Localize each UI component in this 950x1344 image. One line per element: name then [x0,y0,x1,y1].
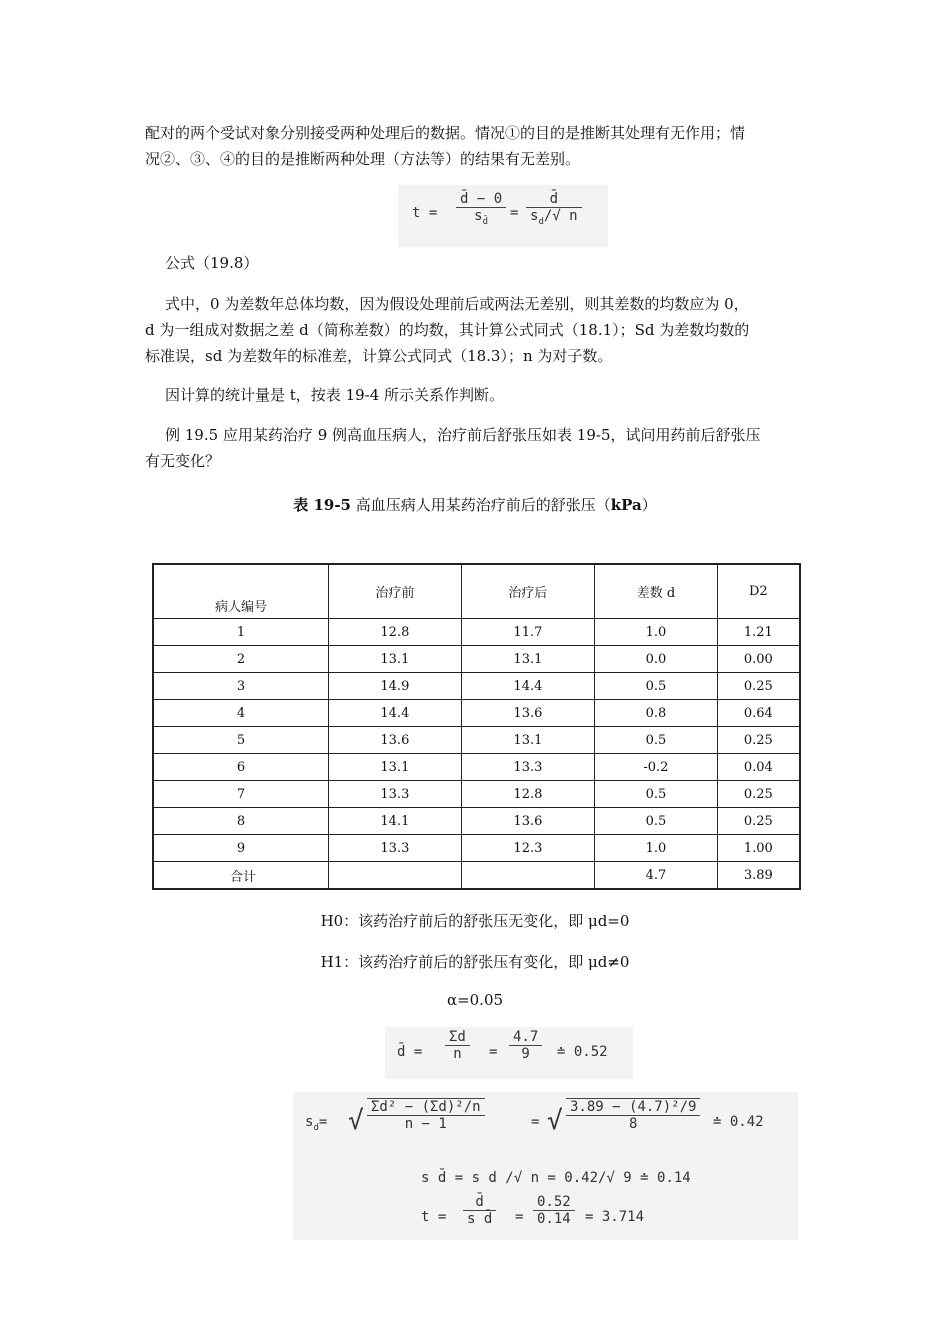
header-patient-id: 病人编号 [153,564,329,619]
paragraph-4-line-2: 有无变化？ [145,452,221,470]
table-cell: 4 [153,700,329,727]
paragraph-4-line-1: 例 19.5 应用某药治疗 9 例高血压病人，治疗前后舒张压如表 19-5，试问用药前后舒张压 [165,426,761,444]
table-cell: 13.6 [329,727,462,754]
formula-dbar-num: Σd [445,1029,470,1046]
paragraph-4 [145,422,810,474]
paragraph-2-line-2: d 为一组成对数据之差 d（简称差数）的均数，其计算公式同式（18.1）；Sd 为差数均数的 [145,321,750,339]
formula-sd-fraction-2 [566,1098,700,1132]
header-diff: 差数 d [595,564,718,619]
table-cell: 0.04 [717,754,800,781]
table-cell: 13.6 [461,700,595,727]
formula-t-den-1: $s_{d̄}$ [474,208,488,227]
formula-dbar-eq: = [489,1044,498,1060]
formula-tcalc-num-2: 0.52 [533,1194,575,1211]
formula-t-eq: = [510,205,519,221]
table-row [153,700,800,727]
table-row [153,808,800,835]
table-cell: 0.25 [717,673,800,700]
formula-tcalc-eq: = [515,1209,524,1225]
formula-sd-den-1: n − 1 [404,1116,447,1132]
table-cell: -0.2 [595,754,718,781]
table-caption-title: 高血压病人用某药治疗前后的舒张压（ [350,496,611,514]
table-cell: 0.25 [717,808,800,835]
table-row [153,673,800,700]
table-cell: 12.3 [461,835,595,862]
table-cell: 0.5 [595,727,718,754]
table-cell: 1.21 [717,619,800,646]
table-cell: 2 [153,646,329,673]
total-d2: 3.89 [717,862,800,890]
formula-tcalc-fraction-2 [533,1194,575,1227]
table-cell: 13.1 [329,646,462,673]
sqrt-icon: √ [348,1106,364,1136]
table-cell: 14.4 [329,700,462,727]
total-diff: 4.7 [595,862,718,890]
table-cell: 12.8 [461,781,595,808]
formula-dbar-fraction-1 [445,1029,470,1062]
formula-sd-result: ≐ 0.42 [713,1114,764,1130]
table-row [153,781,800,808]
table-cell: 13.1 [461,646,595,673]
hypothesis-h0: H0：该药治疗前后的舒张压无变化，即 μd=0 [320,912,630,930]
paragraph-3: 因计算的统计量是 t，按表 19-4 所示关系作判断。 [165,386,505,404]
table-cell: 9 [153,835,329,862]
formula-dbar-result: ≐ 0.52 [557,1044,608,1060]
table-row [153,835,800,862]
formula-tcalc-lhs: t = [421,1209,447,1225]
formula-tcalc-num-1: d̄ [463,1194,496,1211]
formula-dbar-fraction-2 [509,1029,542,1062]
table-cell: 1.0 [595,619,718,646]
table-row [153,727,800,754]
table-cell: 0.5 [595,673,718,700]
table-caption-close: ） [641,496,657,514]
formula-tcalc-fraction-1 [463,1194,496,1227]
paragraph-2-line-1: 式中，0 为差数年总体均数，因为假设处理前后或两法无差别，则其差数的均数应为 0， [165,295,749,313]
table-caption-unit: kPa [610,496,642,514]
table-cell [329,862,462,890]
table-cell: 14.4 [461,673,595,700]
formula-tcalc-den-1: s d̄ [467,1211,493,1227]
table-cell: 7 [153,781,329,808]
formula-t-lhs: t = [412,205,438,221]
formula-t-den-2: $s_d/√$ n [530,208,578,227]
table-cell: 14.1 [329,808,462,835]
paragraph-1-line-1: 配对的两个受试对象分别接受两种处理后的数据。情况①的目的是推断其处理有无作用；情 [145,124,746,142]
formula-t-image [398,185,608,247]
table-cell: 13.3 [329,835,462,862]
formula-dbar-den: n [453,1046,462,1062]
formula-t-num-1: d̄ − 0 [456,191,506,208]
table-cell: 0.8 [595,700,718,727]
table-cell: 13.3 [461,754,595,781]
formula-sd-lhs: $s_d=$ [305,1114,328,1133]
table-cell: 5 [153,727,329,754]
table-cell: 14.9 [329,673,462,700]
table-cell: 13.3 [329,781,462,808]
table-cell: 12.8 [329,619,462,646]
formula-t-fraction-2 [526,191,582,227]
formula-dbar-num-2: 4.7 [509,1029,542,1046]
table-row [153,754,800,781]
header-after: 治疗后 [461,564,595,619]
table-row [153,646,800,673]
table-cell: 6 [153,754,329,781]
table-total-row [153,862,800,890]
paragraph-1-line-2: 况②、③、④的目的是推断两种处理（方法等）的结果有无差别。 [145,150,581,168]
formula-dbar-image [385,1027,633,1079]
formula-dbar-lhs: d̄ = [397,1044,423,1060]
formula-t-num-2: d̄ [526,191,582,208]
table-cell: 0.00 [717,646,800,673]
paragraph-2 [145,291,810,369]
table-cell: 0.0 [595,646,718,673]
formula-sdbar: s d̄ = s d /√ n = 0.42/√ 9 ≐ 0.14 [421,1170,691,1186]
paragraph-1 [145,120,810,172]
formula-label: 公式（19.8） [165,254,259,272]
formula-sd-fraction-1 [367,1098,485,1132]
table-cell: 0.5 [595,781,718,808]
table-cell: 13.1 [329,754,462,781]
formula-sd-eq-2: = [531,1114,540,1130]
sqrt-icon: √ [547,1106,563,1136]
table-cell: 1.0 [595,835,718,862]
alpha-level: α=0.05 [446,991,504,1009]
table-cell [461,862,595,890]
formula-dbar-den-2: 9 [521,1046,530,1062]
formula-sd-num-2: 3.89 − (4.7)²/9 [566,1099,700,1116]
total-label: 合计 [153,862,329,890]
formula-sd-den-2: 8 [629,1116,638,1132]
table-cell: 0.25 [717,727,800,754]
table-cell: 1.00 [717,835,800,862]
table-header-row [153,564,800,619]
table-cell: 0.5 [595,808,718,835]
formula-tcalc-den-2: 0.14 [537,1211,571,1227]
hypothesis-h1: H1：该药治疗前后的舒张压有变化，即 μd≠0 [320,953,630,971]
table-caption [0,494,950,515]
header-before: 治疗前 [329,564,462,619]
formula-tcalc-result: = 3.714 [585,1209,645,1225]
table-cell: 11.7 [461,619,595,646]
table-cell: 0.25 [717,781,800,808]
table-cell: 8 [153,808,329,835]
table-cell: 13.1 [461,727,595,754]
header-d2: D2 [717,564,800,619]
table-cell: 1 [153,619,329,646]
data-table [152,563,801,890]
formula-sd-image [293,1092,798,1240]
formula-sd-num-1: Σd² − (Σd)²/n [367,1099,485,1116]
table-caption-label: 表 19-5 [293,496,351,514]
paragraph-2-line-3: 标准误，sd 为差数年的标准差，计算公式同式（18.3）；n 为对子数。 [145,347,613,365]
table-cell: 0.64 [717,700,800,727]
table-row [153,619,800,646]
table-cell: 13.6 [461,808,595,835]
formula-t-fraction-1 [456,191,506,227]
table-cell: 3 [153,673,329,700]
